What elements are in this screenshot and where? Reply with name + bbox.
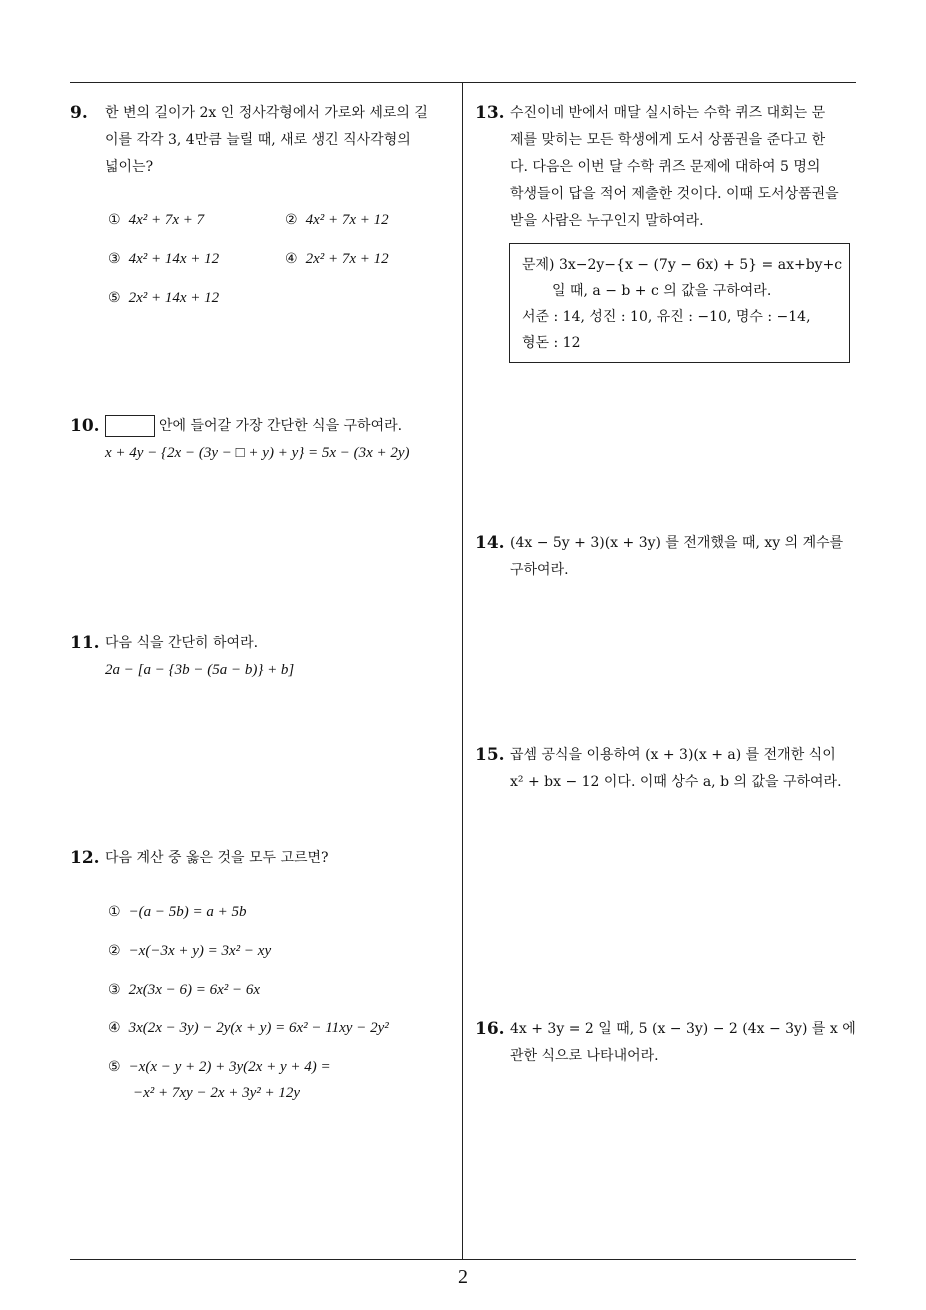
question-number: 12. bbox=[70, 848, 100, 868]
bottom-rule bbox=[70, 1259, 856, 1260]
choice-mark: ⑤ bbox=[108, 1059, 121, 1075]
question-12 bbox=[70, 845, 460, 872]
choice-3[interactable] bbox=[108, 251, 219, 268]
choice-5[interactable] bbox=[108, 1059, 331, 1076]
question-number: 14. bbox=[475, 533, 505, 553]
choice-text: 2x² + 7x + 12 bbox=[305, 251, 389, 267]
question-expression: 2a − [a − {3b − (5a − b)} + b] bbox=[105, 662, 295, 678]
choice-mark: ③ bbox=[108, 251, 121, 267]
question-number: 13. bbox=[475, 103, 505, 123]
choice-2[interactable] bbox=[108, 943, 271, 960]
box-text-line: 일 때, a − b + c 의 값을 구하여라. bbox=[552, 283, 772, 299]
choice-3[interactable] bbox=[108, 982, 260, 999]
choice-text: 3x(2x − 3y) − 2y(x + y) = 6x² − 11xy − 2y² bbox=[128, 1020, 389, 1036]
question-11 bbox=[70, 630, 460, 684]
question-text-line: 넓이는? bbox=[105, 159, 154, 175]
choice-text: −x(x − y + 2) + 3y(2x + y + 4) = bbox=[128, 1059, 331, 1075]
choice-4[interactable] bbox=[108, 1020, 389, 1037]
question-number: 10. bbox=[70, 416, 100, 436]
top-rule bbox=[70, 82, 856, 83]
question-expression: x + 4y − {2x − (3y − □ + y) + y} = 5x − (3x + 2y) bbox=[105, 445, 410, 461]
question-number: 9. bbox=[70, 103, 88, 123]
choice-4[interactable] bbox=[285, 251, 389, 268]
choice-mark: ④ bbox=[108, 1020, 121, 1036]
choice-text: 2x² + 14x + 12 bbox=[128, 290, 220, 306]
choice-text: 4x² + 14x + 12 bbox=[128, 251, 220, 267]
question-text: 다음 계산 중 옳은 것을 모두 고르면? bbox=[105, 850, 329, 866]
question-text-line: 곱셈 공식을 이용하여 (x + 3)(x + a) 를 전개한 식이 bbox=[510, 747, 836, 763]
choice-mark: ④ bbox=[285, 251, 298, 267]
choice-mark: ① bbox=[108, 212, 121, 228]
choice-mark: ② bbox=[108, 943, 121, 959]
question-number: 15. bbox=[475, 745, 505, 765]
question-9 bbox=[70, 100, 460, 181]
choice-1[interactable] bbox=[108, 904, 247, 921]
choice-mark: ② bbox=[285, 212, 298, 228]
choice-mark: ③ bbox=[108, 982, 121, 998]
choice-text: −x(−3x + y) = 3x² − xy bbox=[128, 943, 272, 959]
answer-blank-box bbox=[105, 415, 155, 437]
question-text-line: 한 변의 길이가 2x 인 정사각형에서 가로와 세로의 길 bbox=[105, 105, 428, 121]
question-16 bbox=[475, 1016, 860, 1070]
question-text: 안에 들어갈 가장 간단한 식을 구하여라. bbox=[159, 418, 403, 434]
question-text-line: x² + bx − 12 이다. 이때 상수 a, b 의 값을 구하여라. bbox=[510, 774, 842, 790]
question-number: 11. bbox=[70, 633, 100, 653]
choice-text: 4x² + 7x + 7 bbox=[128, 212, 205, 228]
question-text-line: (4x − 5y + 3)(x + 3y) 를 전개했을 때, xy 의 계수를 bbox=[510, 535, 844, 551]
question-13 bbox=[475, 100, 860, 235]
choice-5[interactable] bbox=[108, 290, 219, 307]
question-text-line: 학생들이 답을 적어 제출한 것이다. 이때 도서상품권을 bbox=[510, 186, 839, 202]
question-14 bbox=[475, 530, 860, 584]
question-text-line: 제를 맞히는 모든 학생에게 도서 상품권을 준다고 한 bbox=[510, 132, 826, 148]
box-text-line: 형돈 : 12 bbox=[522, 335, 581, 351]
question-text-line: 관한 식으로 나타내어라. bbox=[510, 1048, 659, 1064]
choice-mark: ① bbox=[108, 904, 121, 920]
question-text-line: 받을 사람은 누구인지 말하여라. bbox=[510, 213, 704, 229]
question-text-line: 수진이네 반에서 매달 실시하는 수학 퀴즈 대회는 문 bbox=[510, 105, 826, 121]
question-text: 다음 식을 간단히 하여라. bbox=[105, 635, 259, 651]
question-text-line: 4x + 3y = 2 일 때, 5 (x − 3y) − 2 (4x − 3y) 를 x 에 bbox=[510, 1021, 856, 1037]
question-text-line: 다. 다음은 이번 달 수학 퀴즈 문제에 대하여 5 명의 bbox=[510, 159, 821, 175]
question-15 bbox=[475, 742, 860, 796]
choice-mark: ⑤ bbox=[108, 290, 121, 306]
column-divider bbox=[462, 82, 463, 1259]
question-10 bbox=[70, 413, 460, 467]
page-number: 2 bbox=[458, 1266, 468, 1288]
choice-text: 4x² + 7x + 12 bbox=[305, 212, 389, 228]
question-text-line: 구하여라. bbox=[510, 562, 569, 578]
quiz-problem-box bbox=[509, 243, 850, 363]
choice-5-continuation: −x² + 7xy − 2x + 3y² + 12y bbox=[133, 1085, 301, 1101]
choice-text: 2x(3x − 6) = 6x² − 6x bbox=[128, 982, 261, 998]
question-text-line: 이를 각각 3, 4만큼 늘릴 때, 새로 생긴 직사각형의 bbox=[105, 132, 411, 148]
choice-text: −(a − 5b) = a + 5b bbox=[128, 904, 247, 920]
choice-1[interactable] bbox=[108, 212, 204, 229]
box-text-line: 서준 : 14, 성진 : 10, 유진 : −10, 명수 : −14, bbox=[522, 309, 811, 325]
choice-2[interactable] bbox=[285, 212, 389, 229]
box-text-line: 문제) 3x−2y−{x − (7y − 6x) + 5} = ax+by+c bbox=[522, 257, 843, 273]
question-number: 16. bbox=[475, 1019, 505, 1039]
